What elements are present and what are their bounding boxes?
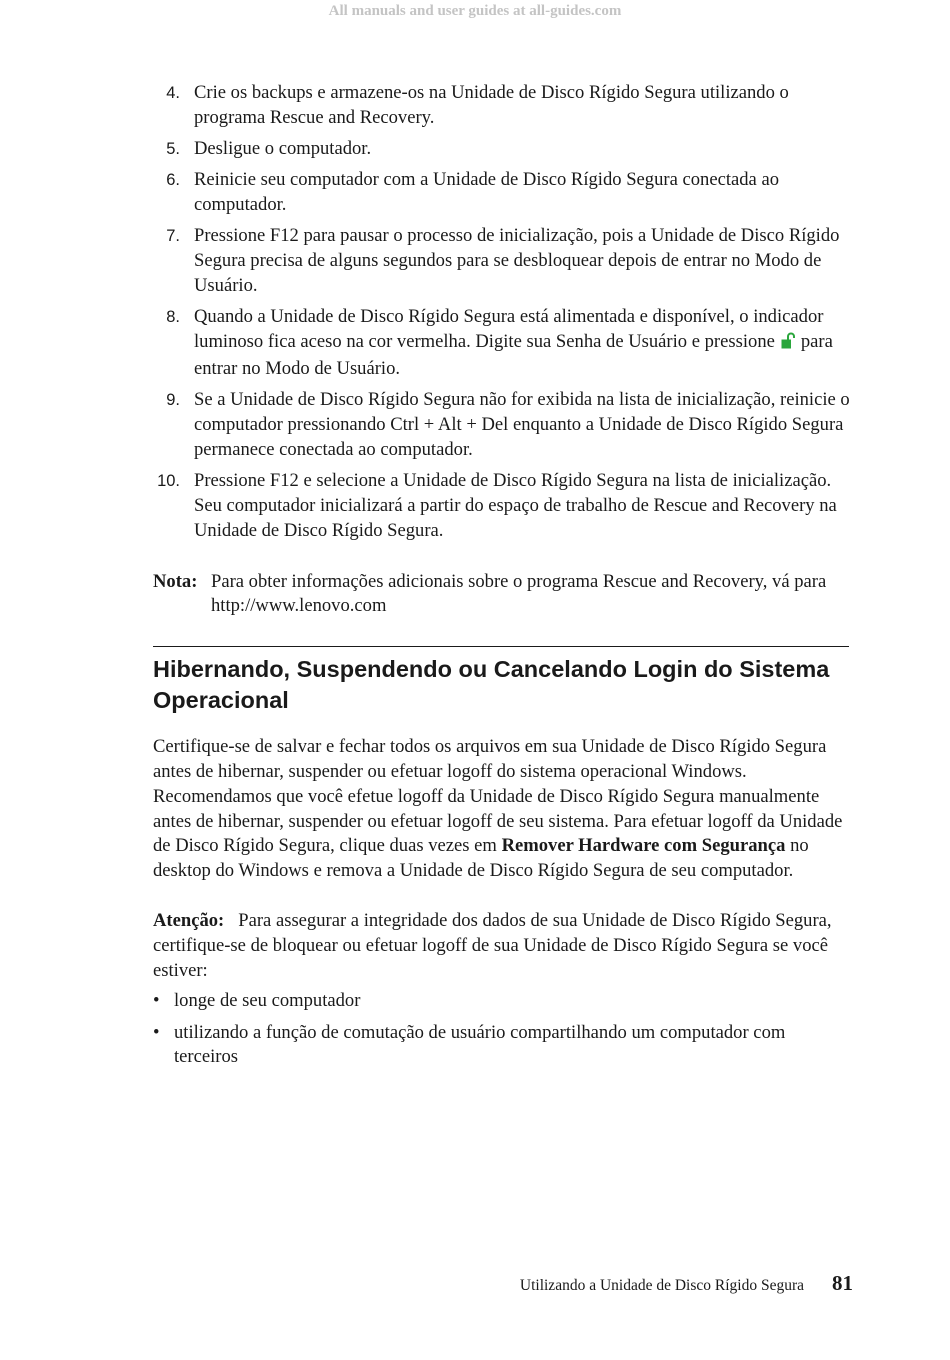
footer-title: Utilizando a Unidade de Disco Rígido Segura (519, 1277, 804, 1294)
attention-text: Para assegurar a integridade dos dados de sua Unidade de Disco Rígido Segura, certifique-se de bloquear ou efetuar logoff de sua Unidade de Disco Rígido Segura se você estiver: (153, 909, 832, 981)
unlock-icon (781, 332, 795, 357)
step-number: 10. (157, 472, 180, 491)
paragraph-bold-text: Remover Hardware com Segurança (501, 835, 786, 857)
list-item (153, 469, 853, 543)
note-label: Nota: (153, 570, 198, 592)
step-number: 9. (166, 391, 180, 410)
section-divider (153, 646, 849, 647)
step-text: Quando a Unidade de Disco Rígido Segura está alimentada e disponível, o indicador luminoso fica aceso na cor vermelha. Digite sua Senha de Usuário e pressione (194, 306, 824, 353)
step-text: Crie os backups e armazene-os na Unidade de Disco Rígido Segura utilizando o programa Rescue and Recovery. (194, 82, 789, 128)
step-number: 7. (166, 227, 180, 246)
page-footer (0, 1271, 853, 1296)
step-number: 4. (166, 84, 180, 102)
bullet-list (153, 989, 853, 1070)
bullet-icon: • (153, 1021, 160, 1043)
step-text: Pressione F12 e selecione a Unidade de Disco Rígido Segura na lista de inicialização. Seu computador inicializará a partir do espaço de trabalho de Rescue and Recovery na Unidade de Disco Rígido Segura. (194, 470, 837, 541)
note-text: Para obter informações adicionais sobre o programa Rescue and Recovery, vá para http://www.lenovo.com (211, 570, 827, 617)
list-item (153, 224, 853, 298)
list-item (153, 81, 853, 131)
list-item (153, 1021, 853, 1071)
step-text: Pressione F12 para pausar o processo de inicialização, pois a Unidade de Disco Rígido Segura precisa de alguns segundos para se desbloquear depois de entrar no Modo de Usuário. (194, 225, 840, 297)
step-text: Reinicie seu computador com a Unidade de Disco Rígido Segura conectada ao computador. (194, 169, 779, 216)
list-item (153, 137, 853, 162)
list-item (153, 388, 853, 462)
step-text: Desligue o computador. (194, 138, 372, 160)
note (153, 570, 853, 620)
step-number: 8. (166, 308, 180, 327)
attention-label: Atenção: (153, 909, 225, 931)
paragraph-text: no desktop do Windows e remova a Unidade de Disco Rígido Segura de seu computador. (153, 835, 809, 882)
numbered-steps (153, 81, 853, 544)
list-item (153, 305, 853, 381)
list-item (153, 168, 853, 218)
section-paragraph (153, 735, 853, 884)
list-item (153, 989, 853, 1014)
watermark: All manuals and user guides at all-guides.com (328, 3, 622, 19)
paragraph-text: Certifique-se de salvar e fechar todos os arquivos em sua Unidade de Disco Rígido Segura antes de hibernar, suspender ou efetuar logoff do sistema operacional Windows. Recomendamos que você efetue logoff da Unidade de Disco Rígido Segura manualmente antes de hibernar, suspender ou efetuar logoff de seu sistema. Para efetuar logoff da Unidade de Disco Rígido Segura, clique duas vezes em (153, 736, 843, 857)
bullet-text: utilizando a função de comutação de usuário compartilhando um computador com terceiros (174, 1021, 786, 1068)
step-text: para entrar no Modo de Usuário. (194, 331, 833, 379)
step-text: Se a Unidade de Disco Rígido Segura não for exibida na lista de inicialização, reinicie o computador pressionando Ctrl + Alt + Del enquanto a Unidade de Disco Rígido Segura permanece conectada ao computador. (194, 389, 850, 460)
section-heading: Hibernando, Suspendendo ou Cancelando Login do Sistema Operacional (153, 656, 830, 714)
step-number: 5. (166, 140, 180, 159)
page-content (153, 81, 853, 1077)
bullet-icon: • (153, 990, 160, 1012)
attention-notice (153, 909, 853, 983)
bullet-text: longe de seu computador (174, 990, 361, 1012)
step-number: 6. (166, 171, 180, 190)
page-number: 81 (832, 1271, 853, 1295)
